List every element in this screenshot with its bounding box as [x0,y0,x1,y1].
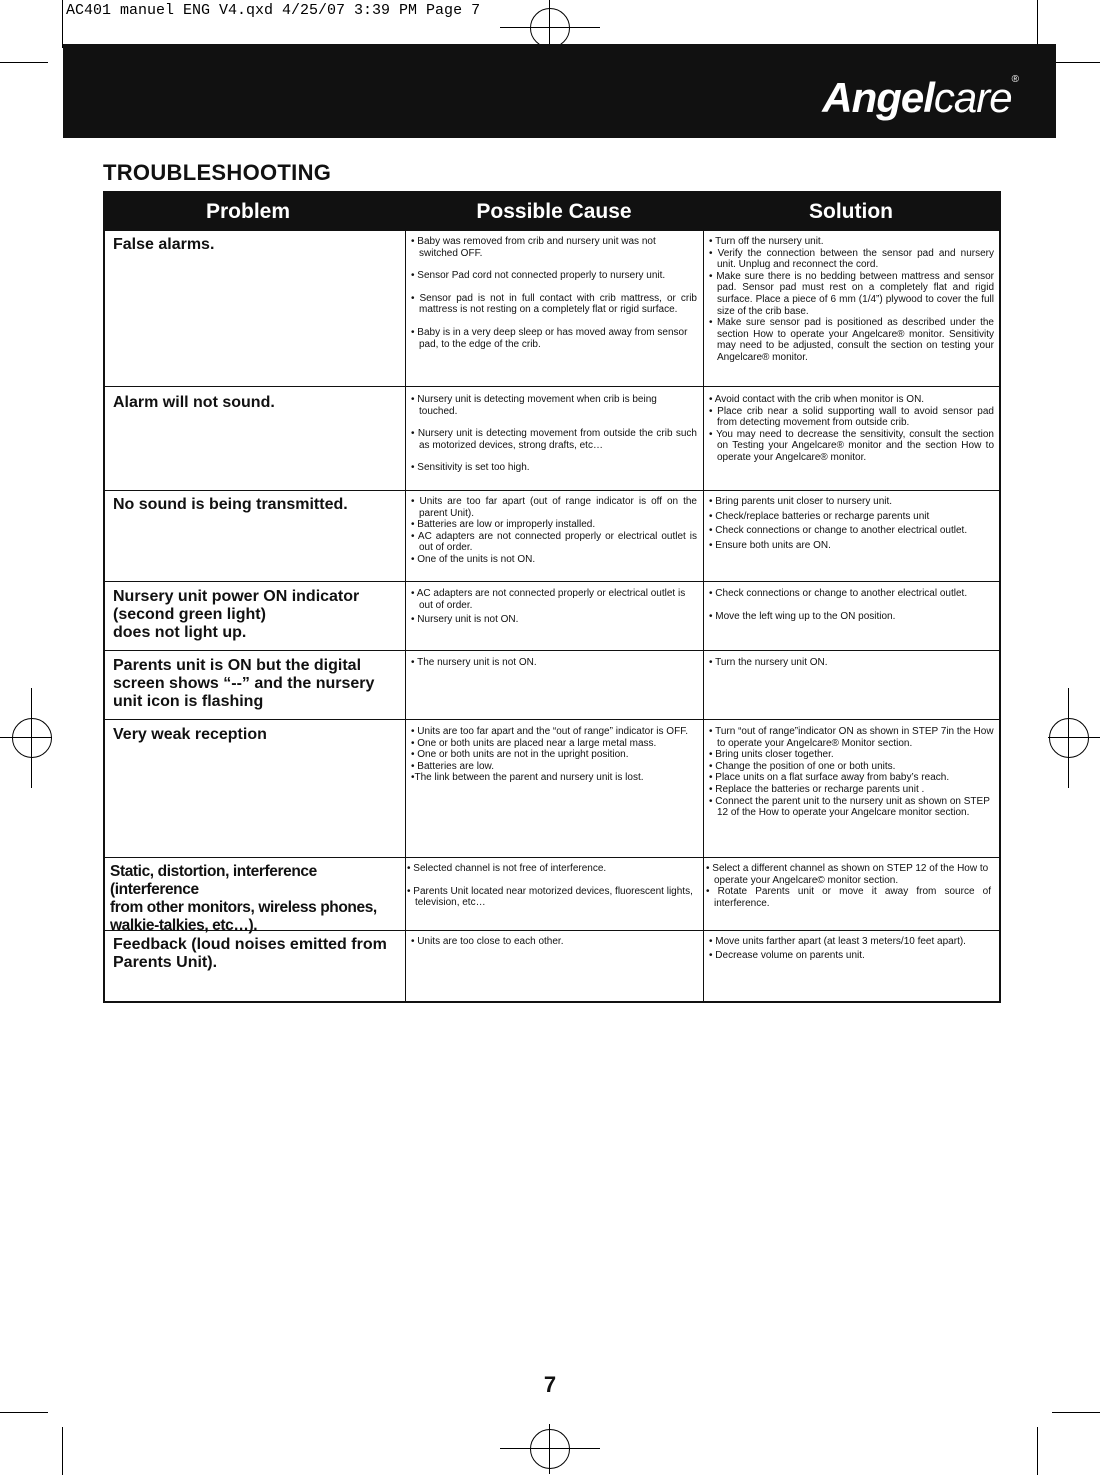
cause-item: • Units are too close to each other. [411,936,564,947]
registration-mark [500,27,600,28]
problem-line: (second green light) [113,606,266,623]
solution-item: • Connect the parent unit to the nursery unit as shown on STEP 12 of the How to operate your Angelcare monitor section. [709,795,990,819]
solution-item: • Make sure there is no bedding between mattress and sensor pad. Sensor pad must rest on a completely flat and rigid surface. Place a piece of 6 mm (1/4”) plywood to cover the full size of the crib base. [709,270,994,317]
solution-item: • Make sure sensor pad is positioned as described under the section How to operate your Angelcare® monitor. Sensitivity may need to be adjusted, consult the section on testing your Angelcare® monitor. [709,317,994,363]
solution-cell [706,863,991,909]
logo-registered: ® [1011,74,1018,85]
cause-cell [411,236,697,350]
row-divider [105,581,999,582]
header-solution: Solution [809,200,893,223]
registration-mark [549,0,550,50]
crop-mark [0,1412,48,1413]
registration-mark [530,8,570,48]
logo-light: care [933,74,1012,121]
solution-item: • Bring units closer together. [709,749,834,761]
solution-item: • Change the position of one or both units. [709,760,896,772]
cause-item: • Nursery unit is not ON. [411,614,519,626]
cause-cell [411,496,697,566]
column-divider [703,231,704,1001]
problem-power-indicator [113,588,398,642]
solution-cell [709,657,994,669]
cause-item: • Batteries are low or improperly installed. [411,519,596,531]
header-problem: Problem [205,200,291,223]
solution-item: • Ensure both units are ON. [709,539,831,551]
registration-mark [549,1424,550,1474]
column-divider [405,231,406,1001]
crop-mark [62,0,63,48]
cause-item: • One or both units are placed near a large metal mass. [411,737,657,749]
row-divider [105,490,999,491]
problem-line: Static, distortion, interference (interference [110,863,317,898]
problem-line: from other monitors, wireless phones, [110,899,377,916]
cause-item: • One of the units is not ON. [411,553,536,565]
cause-item: • The nursery unit is not ON. [411,657,537,668]
cause-item: • Baby was removed from crib and nursery unit was not switched OFF. [411,236,656,259]
registration-mark [0,737,52,738]
cause-item: • Sensor pad is not in full contact with crib mattress, or crib mattress is not resting on a completely flat or rigid surface. [411,292,697,316]
solution-item: • Check connections or change to another electrical outlet. [709,525,968,537]
cause-item: • Units are too far apart (out of range indicator is off on the parent Unit). [411,496,697,519]
solution-cell [709,236,994,364]
crop-mark [1037,0,1038,48]
problem-static-interference [110,863,395,935]
row-divider [105,719,999,720]
solution-item: • Rotate Parents unit or move it away from source of interference. [706,886,991,909]
solution-item: • Bring parents unit closer to nursery unit. [709,496,893,507]
cause-item: • Units are too far apart and the “out of range” indicator is OFF. [411,726,688,737]
solution-item: • Verify the connection between the sensor pad and nursery unit. Unplug and reconnect the cord. [709,247,994,271]
cause-item: • AC adapters are not connected properly or electrical outlet is out of order. [411,530,697,554]
cause-item: •The link between the parent and nursery unit is lost. [411,772,644,784]
solution-item: • Move the left wing up to the ON position. [709,610,896,622]
section-title: TROUBLESHOOTING [103,160,332,185]
troubleshooting-table [103,191,1001,1003]
solution-cell [709,496,994,551]
solution-item: • Place crib near a solid supporting wall to avoid sensor pad from detecting movement from outside crib. [709,405,994,429]
problem-line: walkie-talkies, etc…). [110,917,258,934]
cause-item: • Nursery unit is detecting movement from outside the crib such as motorized devices, strong drafts, etc… [411,428,697,451]
solution-cell [709,394,994,464]
cause-item: • Sensitivity is set too high. [411,462,530,474]
table-header [105,193,999,231]
registration-mark [530,1429,570,1469]
registration-mark [1068,688,1069,788]
brand-logo [822,74,1018,122]
row-divider [105,650,999,651]
cause-cell [411,394,697,474]
solution-cell [709,936,994,961]
crop-mark [62,1427,63,1475]
cause-item: • Sensor Pad cord not connected properly to nursery unit. [411,270,666,282]
cause-item: • Selected channel is not free of interference. [407,863,607,874]
cause-item: • Nursery unit is detecting movement when crib is being touched. [411,394,657,417]
page-number: 7 [543,1372,557,1397]
cause-cell [407,863,693,909]
registration-mark [1049,718,1089,758]
cause-item: • One or both units are not in the upright position. [411,749,629,761]
row-divider [105,386,999,387]
cause-item: • AC adapters are not connected properly or electrical outlet is out of order. [411,588,686,611]
problem-no-sound: No sound is being transmitted. [113,496,348,513]
problem-weak-reception: Very weak reception [113,726,267,743]
solution-item: • You may need to decrease the sensitivity, consult the section on Testing your Angelcare® monitor and the section How to operate your Angelcare® monitor. [709,428,994,463]
crop-mark [1037,1427,1038,1475]
file-slug: AC401 manuel ENG V4.qxd 4/25/07 3:39 PM Page 7 [66,2,481,19]
row-divider [105,857,999,858]
crop-mark [0,62,48,63]
header-cause: Possible Cause [476,200,632,223]
solution-item: • Replace the batteries or recharge parents unit . [709,783,925,795]
cause-item: • Baby is in a very deep sleep or has moved away from sensor pad, to the edge of the crib. [411,326,688,350]
crop-mark [1052,62,1100,63]
solution-item: • Decrease volume on parents unit. [709,949,865,961]
solution-item: • Turn the nursery unit ON. [709,657,828,668]
problem-screen-flashing: Parents unit is ON but the digital screen shows “--” and the nursery unit icon is flashing [113,657,375,710]
cause-item: • Parents Unit located near motorized devices, fluorescent lights, television, etc… [407,885,693,909]
cause-cell [411,936,697,948]
registration-mark [31,688,32,788]
cause-cell [411,588,697,626]
problem-feedback [113,936,398,972]
solution-item: • Check/replace batteries or recharge parents unit [709,510,930,522]
solution-item: • Check connections or change to another electrical outlet. [709,588,968,599]
header-bar [63,44,1056,138]
problem-line: Parents Unit). [113,954,218,971]
solution-item: • Turn off the nursery unit. [709,236,824,247]
crop-mark [1052,1412,1100,1413]
solution-item: • Move units farther apart (at least 3 meters/10 feet apart). [709,936,966,947]
cause-cell [411,726,697,784]
problem-line: does not light up. [113,624,247,641]
problem-line: Nursery unit power ON indicator [113,588,360,605]
problem-line: Feedback (loud noises emitted from [113,936,387,953]
registration-mark [1048,737,1100,738]
problem-false-alarms: False alarms. [113,236,215,253]
problem-alarm-will-not-sound: Alarm will not sound. [113,394,275,411]
solution-cell [709,726,994,819]
solution-item: • Place units on a flat surface away from baby’s reach. [709,772,950,784]
solution-item: • Select a different channel as shown on STEP 12 of the How to operate your Angelcare© monitor section. [706,863,989,886]
solution-cell [709,588,994,622]
cause-item: • Batteries are low. [411,760,494,772]
solution-item: • Turn “out of range”indicator ON as shown in STEP 7in the How to operate your Angelcare® Monitor section. [709,726,994,749]
cause-cell [411,657,697,669]
solution-item: • Avoid contact with the crib when monitor is ON. [709,394,925,405]
logo-bold: Angel [822,74,934,121]
registration-mark [12,718,52,758]
registration-mark [500,1448,600,1449]
